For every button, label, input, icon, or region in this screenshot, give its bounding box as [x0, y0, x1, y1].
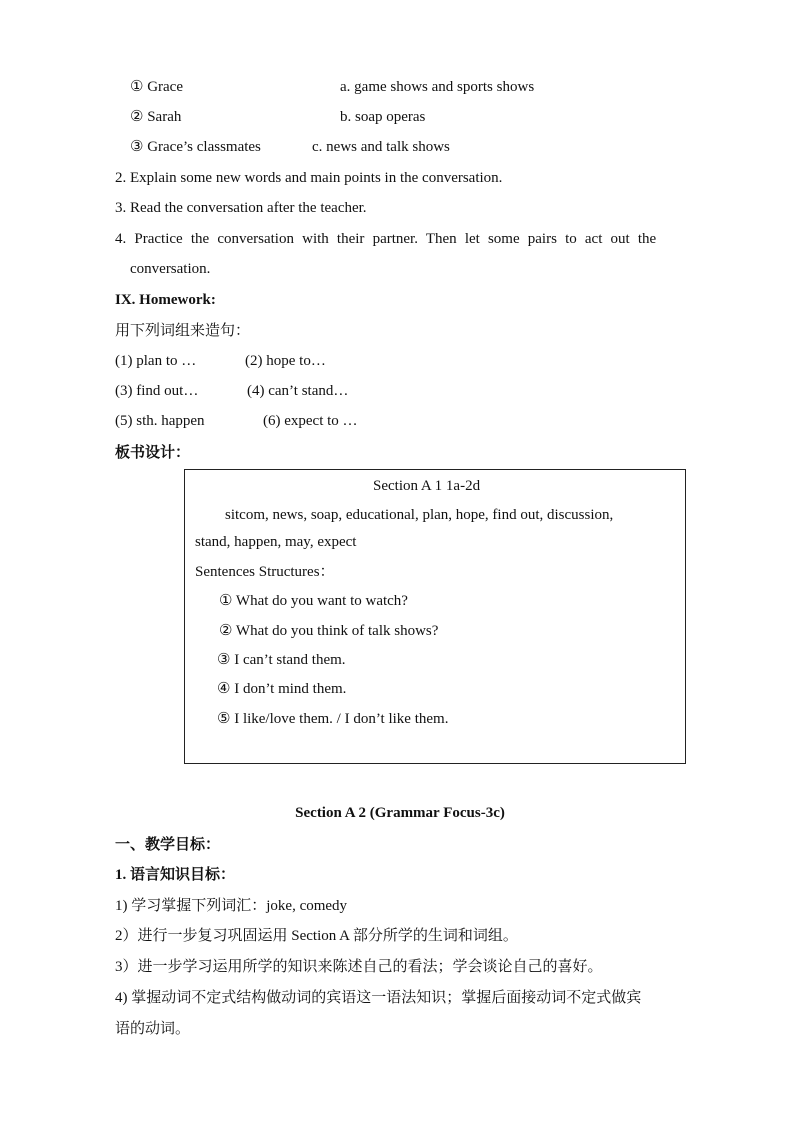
- match-show-c: c. news and talk shows: [312, 139, 450, 155]
- homework-heading: IX. Homework:: [115, 292, 216, 308]
- match-person-1: ① Grace: [130, 79, 183, 95]
- step-4-line1: 4. Practice the conversation with their partner. Then let some pairs to act out the: [115, 231, 657, 247]
- board-title: Section A 1 1a-2d: [373, 478, 481, 494]
- board-sentence-5: ⑤ I like/love them. / I don’t like them.: [217, 711, 449, 727]
- board-sentence-2: ② What do you think of talk shows?: [219, 623, 439, 639]
- board-heading: 板书设计：: [115, 445, 191, 461]
- match-person-3: ③ Grace’s classmates: [130, 139, 261, 155]
- homework-item-6: (6) expect to …: [263, 413, 358, 429]
- match-show-b: b. soap operas: [340, 109, 426, 125]
- board-sentence-1: ① What do you want to watch?: [219, 593, 408, 609]
- homework-item-5: (5) sth. happen: [115, 413, 205, 429]
- step-4-line2: conversation.: [130, 261, 211, 277]
- step-2: 2. Explain some new words and main points in the conversation.: [115, 170, 503, 186]
- goal-heading: 一、教学目标：: [115, 837, 221, 853]
- knowledge-heading: 1. 语言知识目标：: [115, 867, 236, 883]
- homework-instruction: 用下列词组来造句：: [115, 323, 251, 339]
- board-words-line2: stand, happen, may, expect: [195, 534, 357, 550]
- homework-item-3: (3) find out…: [115, 383, 199, 399]
- board-sentence-4: ④ I don’t mind them.: [217, 681, 347, 697]
- match-person-2: ② Sarah: [130, 109, 182, 125]
- homework-item-1: (1) plan to …: [115, 353, 197, 369]
- board-words-line1: sitcom, news, soap, educational, plan, hope, find out, discussion,: [225, 507, 614, 523]
- knowledge-item-3: 3）进一步学习运用所学的知识来陈述自己的看法；学会谈论自己的喜好。: [115, 959, 603, 975]
- knowledge-item-4-cont: 语的动词。: [115, 1021, 191, 1037]
- homework-item-2: (2) hope to…: [245, 353, 326, 369]
- knowledge-item-2: 2）进行一步复习巩固运用 Section A 部分所学的生词和词组。: [115, 928, 518, 944]
- match-show-a: a. game shows and sports shows: [340, 79, 535, 95]
- board-structures-label: Sentences Structures：: [195, 564, 335, 580]
- homework-item-4: (4) can’t stand…: [247, 383, 349, 399]
- board-design-box: [184, 469, 686, 764]
- knowledge-item-1: 1) 学习掌握下列词汇：joke, comedy: [115, 898, 348, 914]
- section2-title: Section A 2 (Grammar Focus-3c): [295, 805, 505, 821]
- board-sentence-3: ③ I can’t stand them.: [217, 652, 346, 668]
- step-3: 3. Read the conversation after the teacher.: [115, 200, 367, 216]
- knowledge-item-4: 4) 掌握动词不定式结构做动词的宾语这一语法知识；掌握后面接动词不定式做宾: [115, 990, 642, 1006]
